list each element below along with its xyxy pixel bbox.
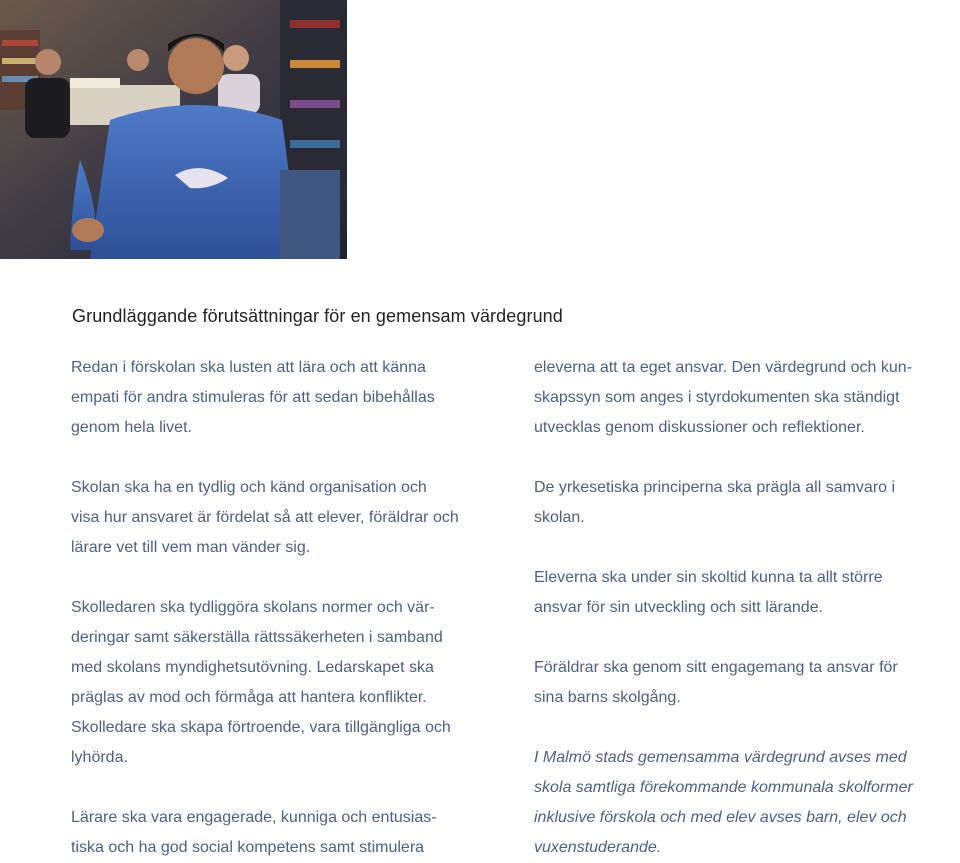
left-text-column — [71, 353, 511, 863]
paragraph-larare: Lärare ska vara engagerade, kunniga och entusias- tiska och ha god social kompetens samt stimulera — [71, 809, 437, 856]
paragraph-skolan-organisation: Skolan ska ha en tydlig och känd organisation och visa hur ansvaret är fördelat så att elever, föräldrar och lärare vet till vem man vänder sig. — [71, 479, 459, 556]
paragraph-yrkesetiska: De yrkesetiska principerna ska prägla all samvaro i skolan. — [534, 479, 896, 526]
paragraph-eleverna-ansvar: eleverna att ta eget ansvar. Den värdegrund och kun- skapssyn som anges i styrdokumenten ska ständigt utvecklas genom diskussioner och reflektioner. — [534, 359, 913, 436]
right-text-column — [534, 353, 954, 863]
paragraph-forskolan: Redan i förskolan ska lusten att lära och att känna empati för andra stimuleras för att sedan bibehållas genom hela livet. — [71, 359, 435, 436]
paragraph-definition-note: I Malmö stads gemensamma värdegrund avses med skola samtliga förekommande kommunala skolformer inklusive förskola och med elev avses barn, elev och vuxenstuderande. — [534, 749, 913, 856]
section-heading: Grundläggande förutsättningar för en gemensam värdegrund — [72, 306, 563, 326]
paragraph-eleverna-skoltid: Eleverna ska under sin skoltid kunna ta allt större ansvar för sin utveckling och sitt lärande. — [534, 569, 883, 616]
students-photo-illustration — [0, 0, 347, 259]
students-photo — [0, 0, 347, 259]
paragraph-foraldrar: Föräldrar ska genom sitt engagemang ta ansvar för sina barns skolgång. — [534, 659, 898, 706]
paragraph-skolledaren: Skolledaren ska tydliggöra skolans normer och vär- deringar samt säkerställa rättssäkerheten i samband med skolans myndighetsutövning. Ledarskapet ska präglas av mod och förmåga att hantera konflikter. Skolledare ska skapa förtroende, vara tillgängliga och lyhörda. — [71, 599, 451, 766]
